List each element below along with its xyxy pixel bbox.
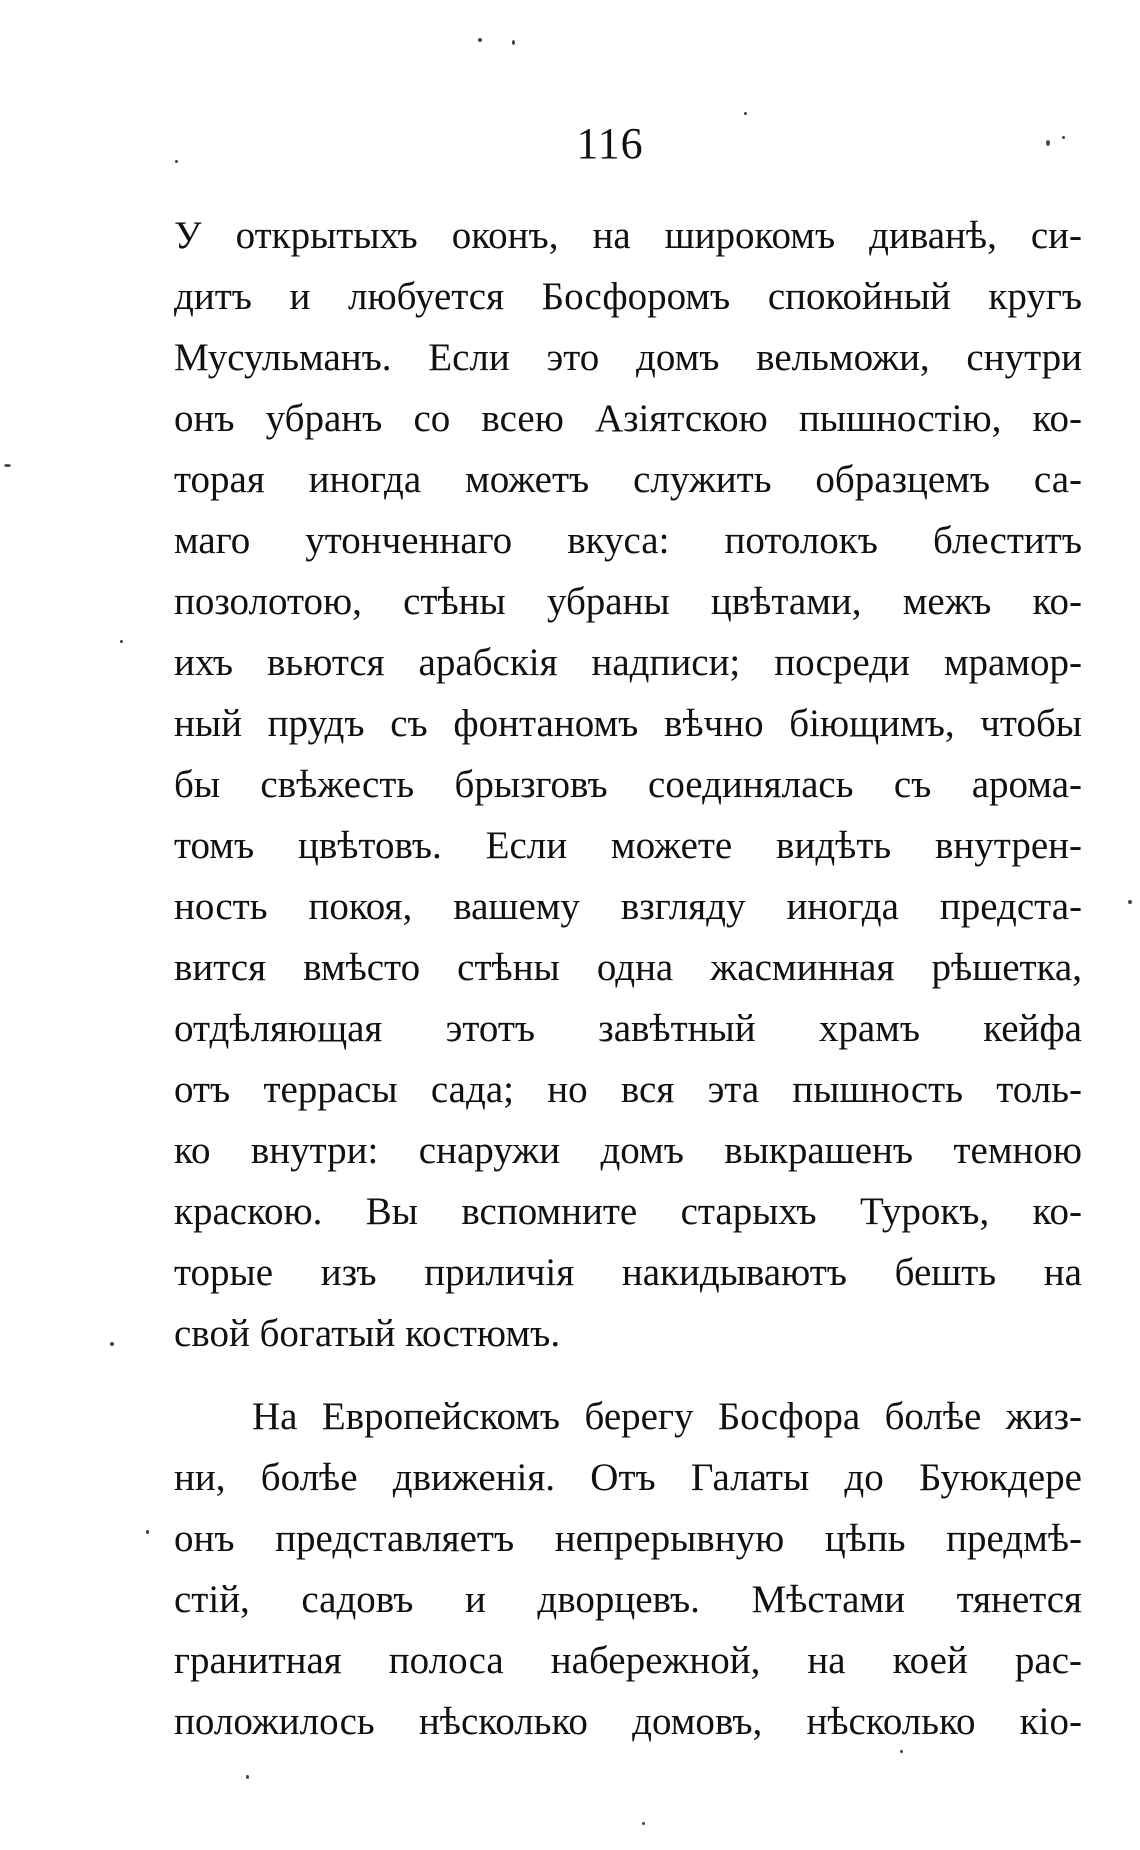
scan-speck bbox=[1128, 900, 1132, 904]
page-number: 116 bbox=[576, 119, 644, 168]
body-text bbox=[174, 205, 1082, 1752]
scan-speck bbox=[744, 112, 747, 115]
paragraph bbox=[174, 1386, 1082, 1752]
scan-speck bbox=[146, 1530, 149, 1534]
text-line: стій, садовъ и дворцевъ. Мѣстами тянется bbox=[174, 1578, 1082, 1621]
scan-speck bbox=[512, 40, 515, 45]
text-line: Мусульманъ. Если это домъ вельможи, снутри bbox=[174, 336, 1082, 379]
text-line: ихъ вьются арабскія надписи; посреди мрамор- bbox=[174, 641, 1082, 684]
text-line: онъ представляетъ непрерывную цѣпь предмѣ- bbox=[174, 1517, 1082, 1560]
text-line: торые изъ приличія накидываютъ бешть на bbox=[174, 1251, 1082, 1294]
text-line: отдѣляющая этотъ завѣтный храмъ кейфа bbox=[174, 1007, 1082, 1050]
scan-speck bbox=[4, 464, 11, 467]
paragraph-gap bbox=[174, 1364, 1082, 1386]
text-line: ный прудъ съ фонтаномъ вѣчно біющимъ, чтобы bbox=[174, 702, 1082, 745]
text-line: дитъ и любуется Босфоромъ спокойный кругъ bbox=[174, 275, 1082, 318]
text-line: положилось нѣсколько домовъ, нѣсколько кіо- bbox=[174, 1700, 1082, 1743]
text-line: позолотою, стѣны убраны цвѣтами, межъ ко- bbox=[174, 580, 1082, 623]
text-line: краскою. Вы вспомните старыхъ Турокъ, ко- bbox=[174, 1190, 1082, 1233]
text-line: томъ цвѣтовъ. Если можете видѣть внутрен- bbox=[174, 824, 1082, 867]
text-line: ни, болѣе движенія. Отъ Галаты до Буюкдере bbox=[174, 1456, 1082, 1499]
text-line: гранитная полоса набережной, на коей рас- bbox=[174, 1639, 1082, 1682]
text-line: У открытыхъ оконъ, на широкомъ диванѣ, си- bbox=[174, 214, 1082, 257]
scan-speck bbox=[900, 1750, 903, 1753]
text-line: бы свѣжесть брызговъ соединялась съ арома- bbox=[174, 763, 1082, 806]
scan-speck bbox=[175, 160, 178, 163]
scan-speck bbox=[120, 640, 123, 643]
text-line: вится вмѣсто стѣны одна жасминная рѣшетка, bbox=[174, 946, 1082, 989]
text-line: онъ убранъ со всею Азіятскою пышностію, ко- bbox=[174, 397, 1082, 440]
text-line: ко внутри: снаружи домъ выкрашенъ темною bbox=[174, 1129, 1082, 1172]
text-line: ность покоя, вашему взгляду иногда предста- bbox=[174, 885, 1082, 928]
paragraph bbox=[174, 205, 1082, 1364]
text-line: торая иногда можетъ служить образцемъ са- bbox=[174, 458, 1082, 501]
scan-speck bbox=[110, 1342, 114, 1346]
text-line: На Европейскомъ берегу Босфора болѣе жиз- bbox=[252, 1395, 1082, 1438]
scan-speck bbox=[246, 1775, 249, 1779]
scan-speck bbox=[642, 1822, 645, 1825]
text-line: маго утонченнаго вкуса: потолокъ блеститъ bbox=[174, 519, 1082, 562]
text-line: свой богатый костюмъ. bbox=[174, 1312, 561, 1355]
scan-speck bbox=[1062, 136, 1065, 139]
scan-speck bbox=[478, 38, 482, 42]
scan-speck bbox=[1046, 140, 1050, 146]
text-line: отъ террасы сада; но вся эта пышность толь- bbox=[174, 1068, 1082, 1111]
